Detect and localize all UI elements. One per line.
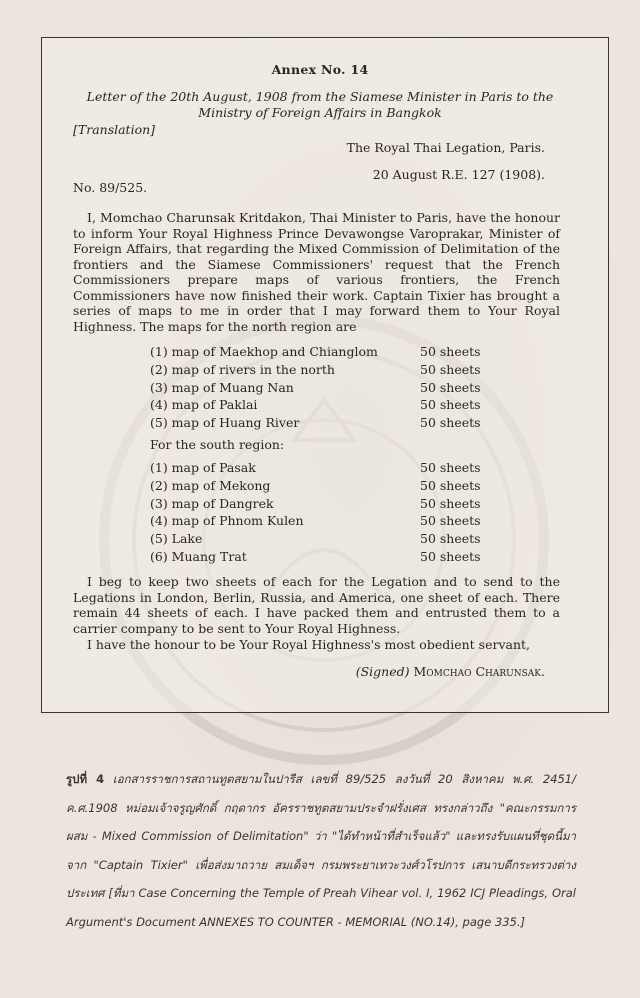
map-label: (6) Muang Trat: [150, 548, 247, 564]
map-quantity: 50 sheets: [420, 379, 481, 395]
closing-salutation: I have the honour to be Your Royal Highness's most obedient servant,: [87, 637, 531, 652]
map-quantity: 50 sheets: [420, 397, 481, 413]
map-quantity: 50 sheets: [420, 495, 481, 511]
map-quantity: 50 sheets: [420, 531, 481, 547]
map-list-item: [150, 531, 490, 549]
subtitle-line-2: Ministry of Foreign Affairs in Bangkok: [198, 105, 442, 120]
map-quantity: 50 sheets: [420, 460, 481, 475]
map-list-item: [150, 460, 490, 478]
legation-address: The Royal Thai Legation, Paris.: [346, 140, 545, 155]
reference-number: No. 89/525.: [73, 180, 148, 195]
map-list-item: [150, 496, 490, 514]
map-label: (5) Lake: [150, 531, 203, 547]
map-list-item: [150, 362, 490, 380]
map-list-item: [150, 344, 490, 362]
map-label: (2) map of rivers in the north: [150, 361, 335, 377]
map-list-item: [150, 380, 490, 398]
map-list-item: [150, 478, 490, 496]
signed-name: Momchao Charunsak.: [413, 664, 545, 679]
signed-prefix: (Signed): [355, 664, 410, 679]
map-label: (1) map of Maekhop and Chianglom: [150, 344, 378, 359]
caption-text: เอกสารราชการสถานทูตสยามในปารีส เลขที่ 89/525 ลงวันที่ 20 สิงหาคม พ.ศ. 2451/ค.ศ.1908 หม่อมเจ้าจรูญศักดิ์ กฤดากร อัครราชทูตสยามประจำฝรั่งเศส ทรงกล่าวถึง "คณะกรรมการผสม - Mixed Commission of Delimitation" ว่า "ได้ทำหน้าที่สำเร็จแล้ว" และทรงรับแผนที่ชุดนี้มาจาก "Captain Tixier" เพื่อส่งมาถวาย สมเด็จฯ กรมพระยาเทวะวงศ์วโรปการ เสนาบดีกระทรวงต่างประเทศ [ที่มา Case Concerning the Temple of Preah Vihear vol. I, 1962 ICJ Pleadings, Oral Argument's Document ANNEXES TO COUNTER - MEMORIAL (NO.14), page 335.]: [66, 772, 576, 929]
map-label: (4) map of Phnom Kulen: [150, 513, 304, 529]
map-list-item: [150, 397, 490, 415]
letter-body: I, Momchao Charunsak Kritdakon, Thai Minister to Paris, have the honour to inform Your Royal Highness Prince Devawongse Varoprakar, Minister of Foreign Affairs, that regarding the Mixed Commission of Delimitation of the frontiers and the Siamese Commissioners' request that the French Commissioners prepare maps of various frontiers, the French Commissioners have now finished their work. Captain Tixier has brought a series of maps to me in order that I may forward them to Your Royal Highness. The maps for the north region are: [73, 210, 560, 334]
map-label: (2) map of Mekong: [150, 477, 271, 493]
map-label: (4) map of Paklai: [150, 397, 258, 413]
map-list-item: [150, 549, 490, 567]
letter-date: 20 August R.E. 127 (1908).: [372, 167, 545, 182]
translation-label: [Translation]: [73, 122, 156, 137]
map-quantity: 50 sheets: [420, 415, 481, 431]
closing-paragraph: I beg to keep two sheets of each for the Legation and to send to the Legations in London, Berlin, Russia, and America, one sheet of each. There remain 44 sheets of each. I have packed them and entrusted them to a carrier company to be sent to Your Royal Highness.: [73, 574, 560, 636]
map-quantity: 50 sheets: [420, 344, 481, 359]
map-quantity: 50 sheets: [420, 548, 481, 564]
map-quantity: 50 sheets: [420, 477, 481, 493]
south-maps-list: [150, 460, 490, 567]
annex-title: Annex No. 14: [271, 62, 369, 77]
south-region-label: For the south region:: [150, 437, 285, 452]
map-label: (3) map of Muang Nan: [150, 379, 294, 395]
map-quantity: 50 sheets: [420, 361, 481, 377]
map-label: (3) map of Dangrek: [150, 495, 274, 511]
letter-subtitle: [64, 89, 576, 121]
map-quantity: 50 sheets: [420, 513, 481, 529]
signature: [356, 664, 545, 679]
map-label: (1) map of Pasak: [150, 460, 256, 475]
subtitle-line-1: Letter of the 20th August, 1908 from the Siamese Minister in Paris to the: [86, 89, 554, 104]
north-maps-list: [150, 344, 490, 433]
map-list-item: [150, 415, 490, 433]
caption-lead: รูปที่ 4: [66, 772, 105, 786]
map-list-item: [150, 513, 490, 531]
map-label: (5) map of Huang River: [150, 415, 300, 431]
figure-caption: [66, 765, 576, 936]
